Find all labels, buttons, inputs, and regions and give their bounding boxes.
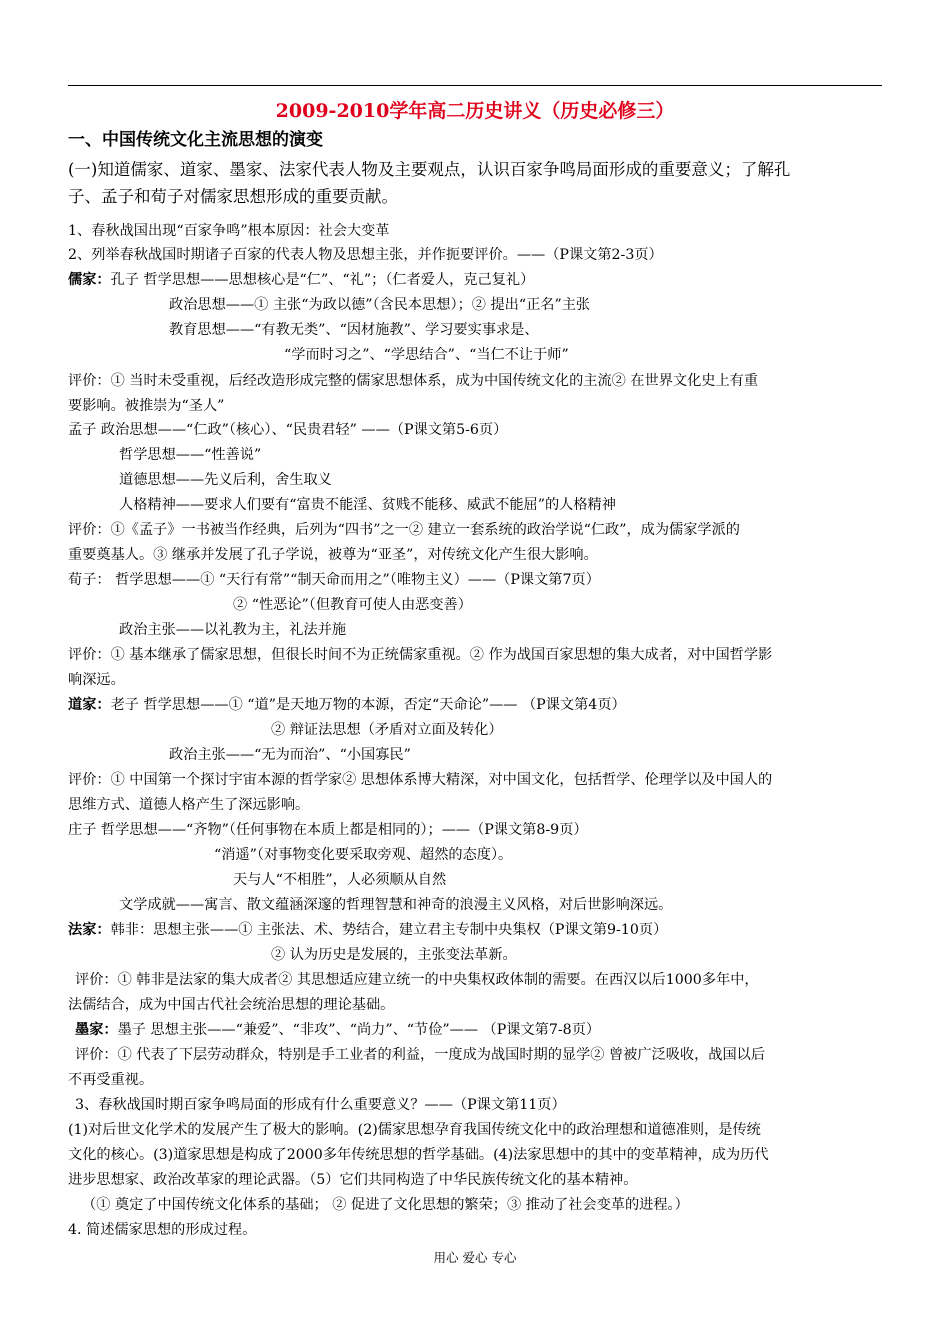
hanfei-evaluation: 评价：① 韩非是法家的集大成者② 其思想适应建立统一的中央集权政体制的需要。在西汉以后1000多年中， <box>75 972 759 988</box>
xunzi-philosophy: 荀子： 哲学思想——① “天行有常”“制天命而用之”（唯物主义）——（P课文第7页） <box>68 572 600 588</box>
zhuangzi-xiaoyao: “消遥”（对事物变化要采取旁观、超然的态度）。 <box>214 847 513 863</box>
mencius-politics: 孟子 政治思想——“仁政”（核心）、“民贵君轻” ——（P课文第5-6页） <box>68 422 508 438</box>
hanfei-evaluation-cont: 法儒结合，成为中国古代社会统治思想的理论基础。 <box>68 997 395 1013</box>
question-4: 4. 简述儒家思想的形成过程。 <box>68 1222 257 1238</box>
section-heading: 一、中国传统文化主流思想的演变 <box>68 130 323 150</box>
zhuangzi-philosophy: 庄子 哲学思想——“齐物”（任何事物在本质上都是相同的）；——（P课文第8-9页） <box>68 822 588 838</box>
question-2: 2、列举春秋战国时期诸子百家的代表人物及思想主张，并作扼要评价。——（P课文第2-3页） <box>68 247 663 263</box>
mencius-morality: 道德思想——先义后利，舍生取义 <box>119 472 332 488</box>
confucius-politics: 政治思想——① 主张“为政以德”（含民本思想）；② 提出“正名”主张 <box>169 297 591 313</box>
xunzi-evaluation-cont: 响深远。 <box>68 672 125 688</box>
xunzi-politics: 政治主张——以礼教为主，礼法并施 <box>119 622 347 638</box>
confucius-education-cont: “学而时习之”、“学思结合”、“当仁不让于师” <box>284 347 569 363</box>
mencius-evaluation-cont: 重要奠基人。③ 继承并发展了孔子学说，被尊为“亚圣”，对传统文化产生很大影响。 <box>68 547 598 563</box>
question-3: 3、春秋战国时期百家争鸣局面的形成有什么重要意义？——（P课文第11页） <box>75 1097 566 1113</box>
xunzi-philosophy-cont: ② “性恶论”（但教育可使人由恶变善） <box>233 597 472 613</box>
confucius-philosophy: 儒家：孔子 哲学思想——思想核心是“仁”、“礼”；（仁者爱人，克己复礼） <box>68 272 535 288</box>
confucius-evaluation: 评价：① 当时未受重视，后经改造形成完整的儒家思想体系，成为中国传统文化的主流② 在世界文化史上有重 <box>68 373 759 389</box>
school-label-dao: 道家： <box>68 697 111 713</box>
question-3-answer: 进步思想家、政治改革家的理论武器。（5）它们共同构造了中华民族传统文化的基本精神。 <box>68 1172 638 1188</box>
intro-line: (一)知道儒家、道家、墨家、法家代表人物及主要观点，认识百家争鸣局面形成的重要意义；了解孔 <box>68 160 791 179</box>
laozi-evaluation-cont: 思维方式、道德人格产生了深远影响。 <box>68 797 310 813</box>
hanfei-thought-cont: ② 认为历史是发展的，主张变法革新。 <box>271 947 517 963</box>
zhuangzi-nature: 天与人“不相胜”，人必须顺从自然 <box>233 872 447 888</box>
mencius-personality: 人格精神——要求人们要有“富贵不能淫、贫贱不能移、威武不能屈”的人格精神 <box>119 497 616 513</box>
laozi-evaluation: 评价：① 中国第一个探讨宇宙本源的哲学家② 思想体系博大精深，对中国文化，包括哲学、伦理学以及中国人的 <box>68 772 773 788</box>
page-footer: 用心 爱心 专心 <box>433 1250 517 1265</box>
school-label-fa: 法家： <box>68 922 111 938</box>
mozi-thought: 墨家：墨子 思想主张——“兼爱”、“非攻”、“尚力”、“节俭”—— （P课文第7-8页） <box>75 1022 601 1038</box>
question-3-answer: (1)对后世文化学术的发展产生了极大的影响。(2)儒家思想孕育我国传统文化中的政治理想和道德准则，是传统 <box>68 1122 761 1138</box>
confucius-evaluation-cont: 要影响。被推崇为“圣人” <box>68 398 225 414</box>
school-label-ru: 儒家： <box>68 272 111 288</box>
confucius-education: 教育思想——“有教无类”、“因材施教”、学习要实事求是、 <box>169 322 539 338</box>
mozi-evaluation-cont: 不再受重视。 <box>68 1072 154 1088</box>
laozi-philosophy: 道家：老子 哲学思想——① “道”是天地万物的本源，否定“天命论”—— （P课文第4页） <box>68 697 626 713</box>
mencius-philosophy: 哲学思想——“性善说” <box>119 447 262 463</box>
question-3-summary: （① 奠定了中国传统文化体系的基础； ② 促进了文化思想的繁荣；③ 推动了社会变革的进程。） <box>82 1197 689 1213</box>
laozi-politics: 政治主张——“无为而治”、“小国寡民” <box>169 747 411 763</box>
zhuangzi-literature: 文学成就——寓言、散文蕴涵深邃的哲理智慧和神奇的浪漫主义风格，对后世影响深远。 <box>119 897 673 913</box>
header-rule <box>68 85 882 86</box>
laozi-dialectics: ② 辩证法思想（矛盾对立面及转化） <box>271 722 503 738</box>
xunzi-evaluation: 评价：① 基本继承了儒家思想，但很长时间不为正统儒家重视。② 作为战国百家思想的集大成者，对中国哲学影 <box>68 647 773 663</box>
mencius-evaluation: 评价：①《孟子》一书被当作经典，后列为“四书”之一② 建立一套系统的政治学说“仁政”，成为儒家学派的 <box>68 522 740 538</box>
hanfei-thought: 法家：韩非：思想主张——① 主张法、术、势结合，建立君主专制中央集权（P课文第9-10页） <box>68 922 668 938</box>
school-label-mo: 墨家： <box>75 1022 118 1038</box>
question-3-answer: 文化的核心。(3)道家思想是构成了2000多年传统思想的哲学基础。(4)法家思想中的其中的变革精神，成为历代 <box>68 1147 769 1163</box>
mozi-evaluation: 评价：① 代表了下层劳动群众，特别是手工业者的利益，一度成为战国时期的显学② 曾被广泛吸收，战国以后 <box>75 1047 766 1063</box>
intro-line: 子、孟子和荀子对儒家思想形成的重要贡献。 <box>68 187 398 206</box>
document-title: 2009-2010学年高二历史讲义（历史必修三） <box>275 100 675 122</box>
question-1: 1、春秋战国出现“百家争鸣”根本原因：社会大变革 <box>68 223 390 239</box>
